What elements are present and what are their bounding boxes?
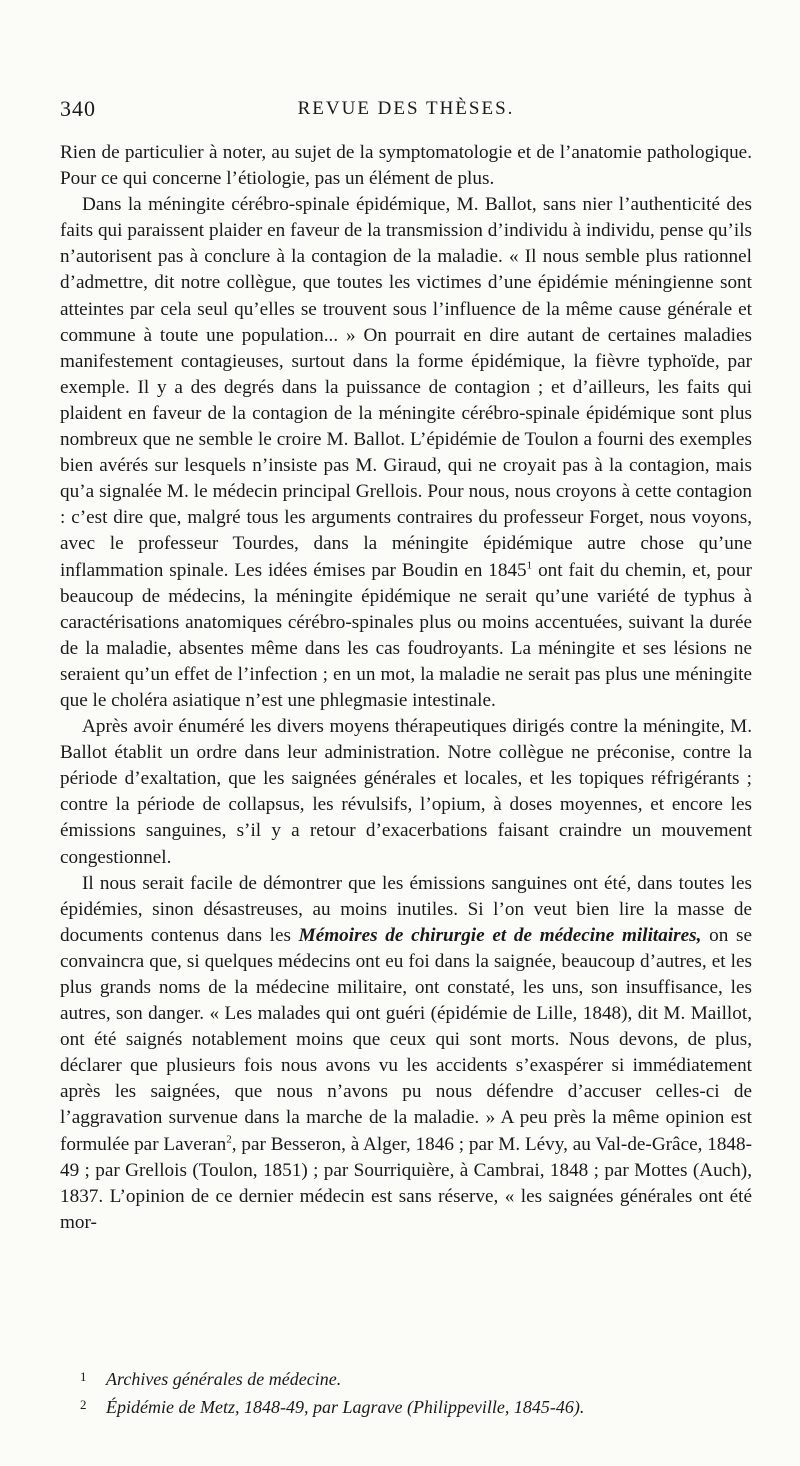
footnote-2-number: 2 (80, 1397, 87, 1412)
footnotes (80, 1364, 752, 1420)
footnote-1-number: 1 (80, 1369, 87, 1384)
paragraph-2 (60, 192, 752, 714)
paragraph-2-text: Dans la méningite cérébro-spinale épidémique, M. Ballot, sans nier l’authenticité des faits qui paraissent plaider en faveur de la transmission d’individu à individu, pense qu’ils n’autorisent pas à conclure à la contagion de la maladie. « Il nous semble plus rationnel d’admettre, dit notre collègue, que toutes les victimes d’une épidémie méningienne sont atteintes par cela seul qu’elles se trouvent sous l’influence de la même cause générale et commune à toute une population... » On pourrait en dire autant de certaines maladies manifestement contagieuses, surtout dans la forme épidémique, la fièvre typhoïde, par exemple. Il y a des degrés dans la puissance de contagion ; et d’ailleurs, les faits qui plaident en faveur de la contagion de la méningite cérébro-spinale épidémique sont plus nombreux que ne semble le croire M. Ballot. L’épidémie de Toulon a fourni des exemples bien avérés sur lesquels n’insiste pas M. Giraud, qui ne croyait pas à la contagion, mais qu’a signalée M. le médecin principal Grellois. Pour nous, nous croyons à cette contagion : c’est dire que, malgré tous les arguments contraires du professeur Forget, nous voyons, avec le professeur Tourdes, dans la méningite épidémique autre chose qu’une inflammation spinale. Les idées émises par Boudin en 1845 (60, 194, 752, 581)
paragraph-4-text-a: Il nous serait facile de démontrer que les émissions sanguines ont été, dans toutes les épidémies, sinon désastreuses, au moins inutiles. Si l’on veut bien lire la masse de documents contenus dans les (60, 872, 752, 946)
footnote-2-text: Épidémie de Metz, 1848-49, par Lagrave (Philippeville, 1845-46). (106, 1397, 585, 1417)
paragraph-4 (60, 871, 752, 1236)
paragraph-1: Rien de particulier à noter, au sujet de la symptomatologie et de l’anatomie pathologique. Pour ce qui concerne l’étiologie, pas un élément de plus. (60, 142, 752, 190)
paragraph-4-text-b: on se convaincra que, si quelques médecins ont eu foi dans la saignée, beaucoup d’autres, et les plus grands noms de la médecine militaire, ont constaté, les uns, son insuffisance, les autres, son danger. « Les malades qui ont guéri (épidémie de Lille, 1848), dit M. Maillot, ont été saignés notablement moins que ceux qui sont morts. Nous devons, de plus, déclarer que plusieurs fois nous avons vu les accidents s’exaspérer si immédiatement après les saignées, que nous n’avons pu nous défendre d’accuser celles-ci de l’aggravation survenue dans la marche de la maladie. » A peu près la même opinion est formulée par Laveran (60, 924, 753, 1155)
page-number: 340 (60, 96, 96, 121)
paragraph-4-text-c: , par Besseron, à Alger, 1846 ; par M. Lévy, au Val-de-Grâce, 1848-49 ; par Grellois (Toulon, 1851) ; par Sourriquière, à Cambrai, 1848 ; par Mottes (Auch), 1837. L’opinion de ce dernier médecin est sans réserve, « les saignées générales ont été mor- (60, 1133, 753, 1233)
paragraph-2-continued: ont fait du chemin, et, pour beaucoup de médecins, la méningite épidémique ne serait qu’une variété de typhus à caractérisations anatomiques cérébro-spinales plus ou moins accentuées, suivant la durée de la maladie, absentes même dans les cas foudroyants. La méningite et ses lésions ne seraient qu’un effet de l’infection ; en un mot, la maladie ne serait pas plus une méningite que le choléra asiatique n’est une phlegmasie intestinale. (60, 559, 752, 711)
footnote-ref-1: 1 (526, 559, 533, 572)
body-text (60, 140, 752, 1236)
paragraph-3: Après avoir énuméré les divers moyens thérapeutiques dirigés contre la méningite, M. Ballot établit un ordre dans leur administration. Notre collègue ne préconise, contre la période d’exaltation, que les saignées générales et locales, et les topiques réfrigérants ; contre la période de collapsus, les révulsifs, l’opium, à doses moyennes, et encore les émissions sanguines, s’il y a retour d’exacerbations faisant craindre un mouvement congestionnel. (60, 716, 752, 868)
memoires-title: Mémoires de chirurgie et de médecine militaires, (298, 924, 702, 946)
page-header (60, 96, 752, 126)
footnote-ref-2: 2 (226, 1133, 232, 1146)
footnote-1-text: Archives générales de médecine. (106, 1369, 342, 1389)
running-title: REVUE DES THÈSES. (297, 98, 515, 119)
footnote-2 (80, 1392, 752, 1420)
footnote-1 (80, 1364, 752, 1392)
